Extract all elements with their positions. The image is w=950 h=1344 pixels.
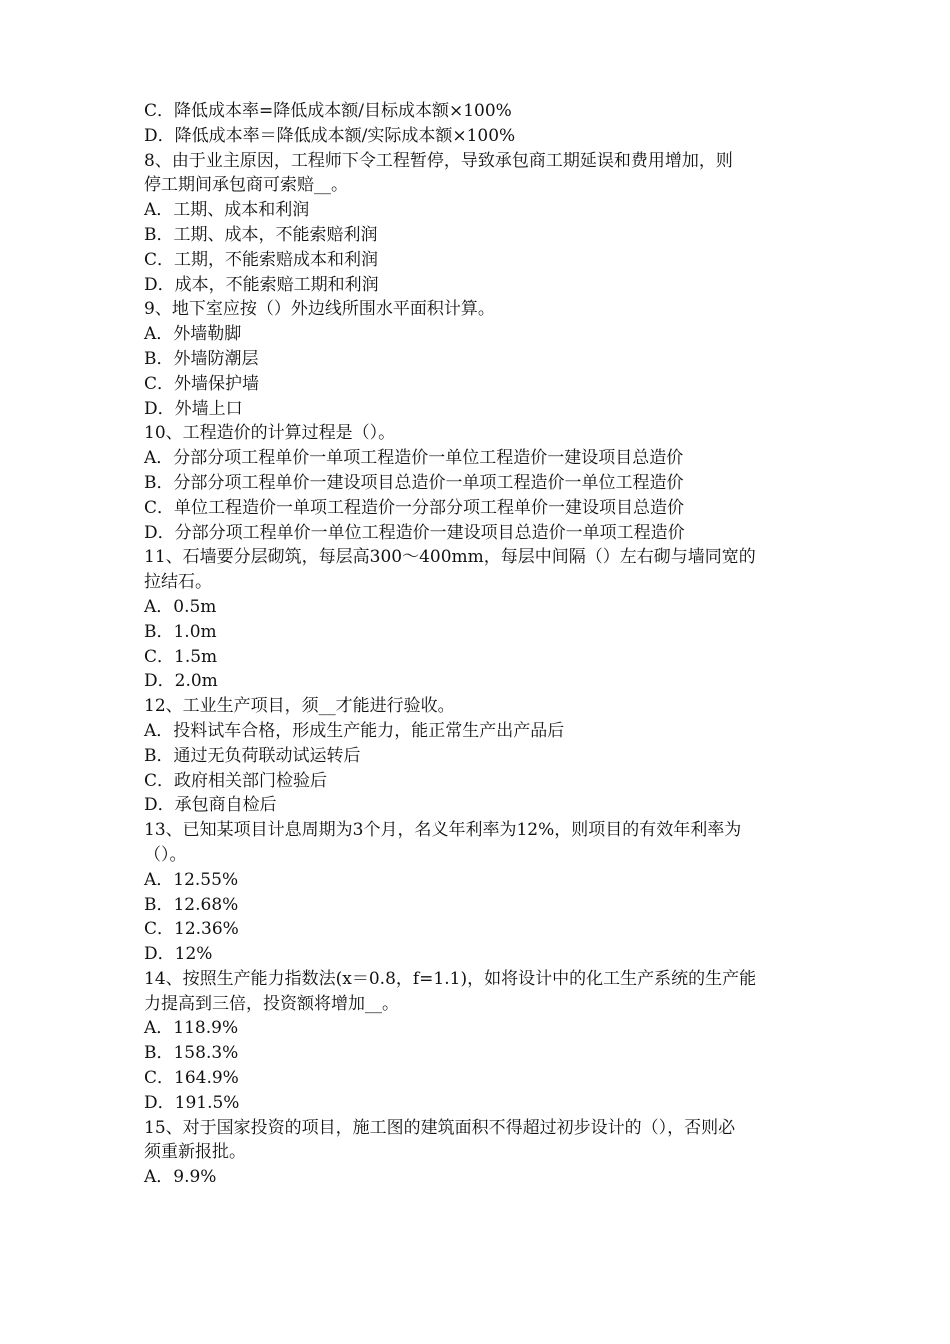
document-body: [144, 99, 816, 1190]
text-line: A．0.5m: [144, 596, 217, 617]
text-line: A．118.9%: [144, 1018, 239, 1039]
text-line: 8、由于业主原因，工程师下令工程暂停，导致承包商工期延误和费用增加，则: [144, 150, 733, 171]
text-line: B．12.68%: [144, 894, 239, 915]
text-line: D．外墙上口: [144, 398, 243, 419]
text-line: A．12.55%: [144, 869, 239, 890]
text-line: C．工期，不能索赔成本和利润: [144, 249, 379, 270]
text-line: C．1.5m: [144, 646, 218, 667]
text-line: B．工期、成本，不能索赔利润: [144, 224, 378, 245]
text-line: D．12%: [144, 944, 213, 965]
text-line: B．通过无负荷联动试运转后: [144, 745, 361, 766]
text-line: D．承包商自检后: [144, 795, 277, 816]
text-line: C．降低成本率=降低成本额/目标成本额×100%: [144, 101, 512, 121]
text-line: B．1.0m: [144, 621, 217, 642]
text-line: 拉结石。: [144, 572, 212, 593]
text-line: B．分部分项工程单价一建设项目总造价一单项工程造价一单位工程造价: [144, 472, 684, 493]
text-line: C．单位工程造价一单项工程造价一分部分项工程单价一建设项目总造价: [144, 497, 685, 518]
text-line: D．分部分项工程单价一单位工程造价一建设项目总造价一单项工程造价: [144, 522, 685, 543]
text-line: 14、按照生产能力指数法(x＝0.8，f=1.1)，如将设计中的化工生产系统的生产能: [144, 968, 757, 989]
text-line: B．外墙防潮层: [144, 348, 259, 369]
text-line: A．外墙勒脚: [144, 324, 242, 345]
text-line: 15、对于国家投资的项目，施工图的建筑面积不得超过初步设计的（），否则必: [144, 1117, 736, 1138]
text-line: D．2.0m: [144, 671, 218, 692]
text-line: D．成本，不能索赔工期和利润: [144, 274, 379, 295]
text-line: 9、地下室应按（）外边线所围水平面积计算。: [144, 299, 495, 320]
text-line: D．降低成本率＝降低成本额/实际成本额×100%: [144, 125, 516, 146]
text-line: 停工期间承包商可索赔__。: [144, 175, 348, 196]
text-line: B．158.3%: [144, 1043, 239, 1064]
text-line: D．191.5%: [144, 1092, 240, 1113]
text-line: 11、石墙要分层砌筑，每层高300～400mm，每层中间隔（）左右砌与墙同宽的: [144, 547, 756, 568]
text-line: 10、工程造价的计算过程是（）。: [144, 423, 396, 444]
text-line: A．分部分项工程单价一单项工程造价一单位工程造价一建设项目总造价: [144, 448, 684, 469]
text-line: 13、已知某项目计息周期为3个月，名义年利率为12%，则项目的有效年利率为: [144, 820, 742, 841]
text-line: 力提高到三倍，投资额将增加__。: [144, 993, 399, 1014]
text-line: 12、工业生产项目，须__才能进行验收。: [144, 696, 455, 717]
text-line: C．政府相关部门检验后: [144, 770, 328, 791]
text-line: A．投料试车合格，形成生产能力，能正常生产出产品后: [144, 720, 565, 741]
text-line: （）。: [144, 844, 187, 865]
text-line: 须重新报批。: [144, 1142, 246, 1163]
text-line: C．164.9%: [144, 1068, 239, 1089]
text-line: A．9.9%: [144, 1167, 217, 1188]
text-line: C．12.36%: [144, 919, 239, 940]
text-line: C．外墙保护墙: [144, 373, 260, 394]
text-line: A．工期、成本和利润: [144, 200, 310, 221]
